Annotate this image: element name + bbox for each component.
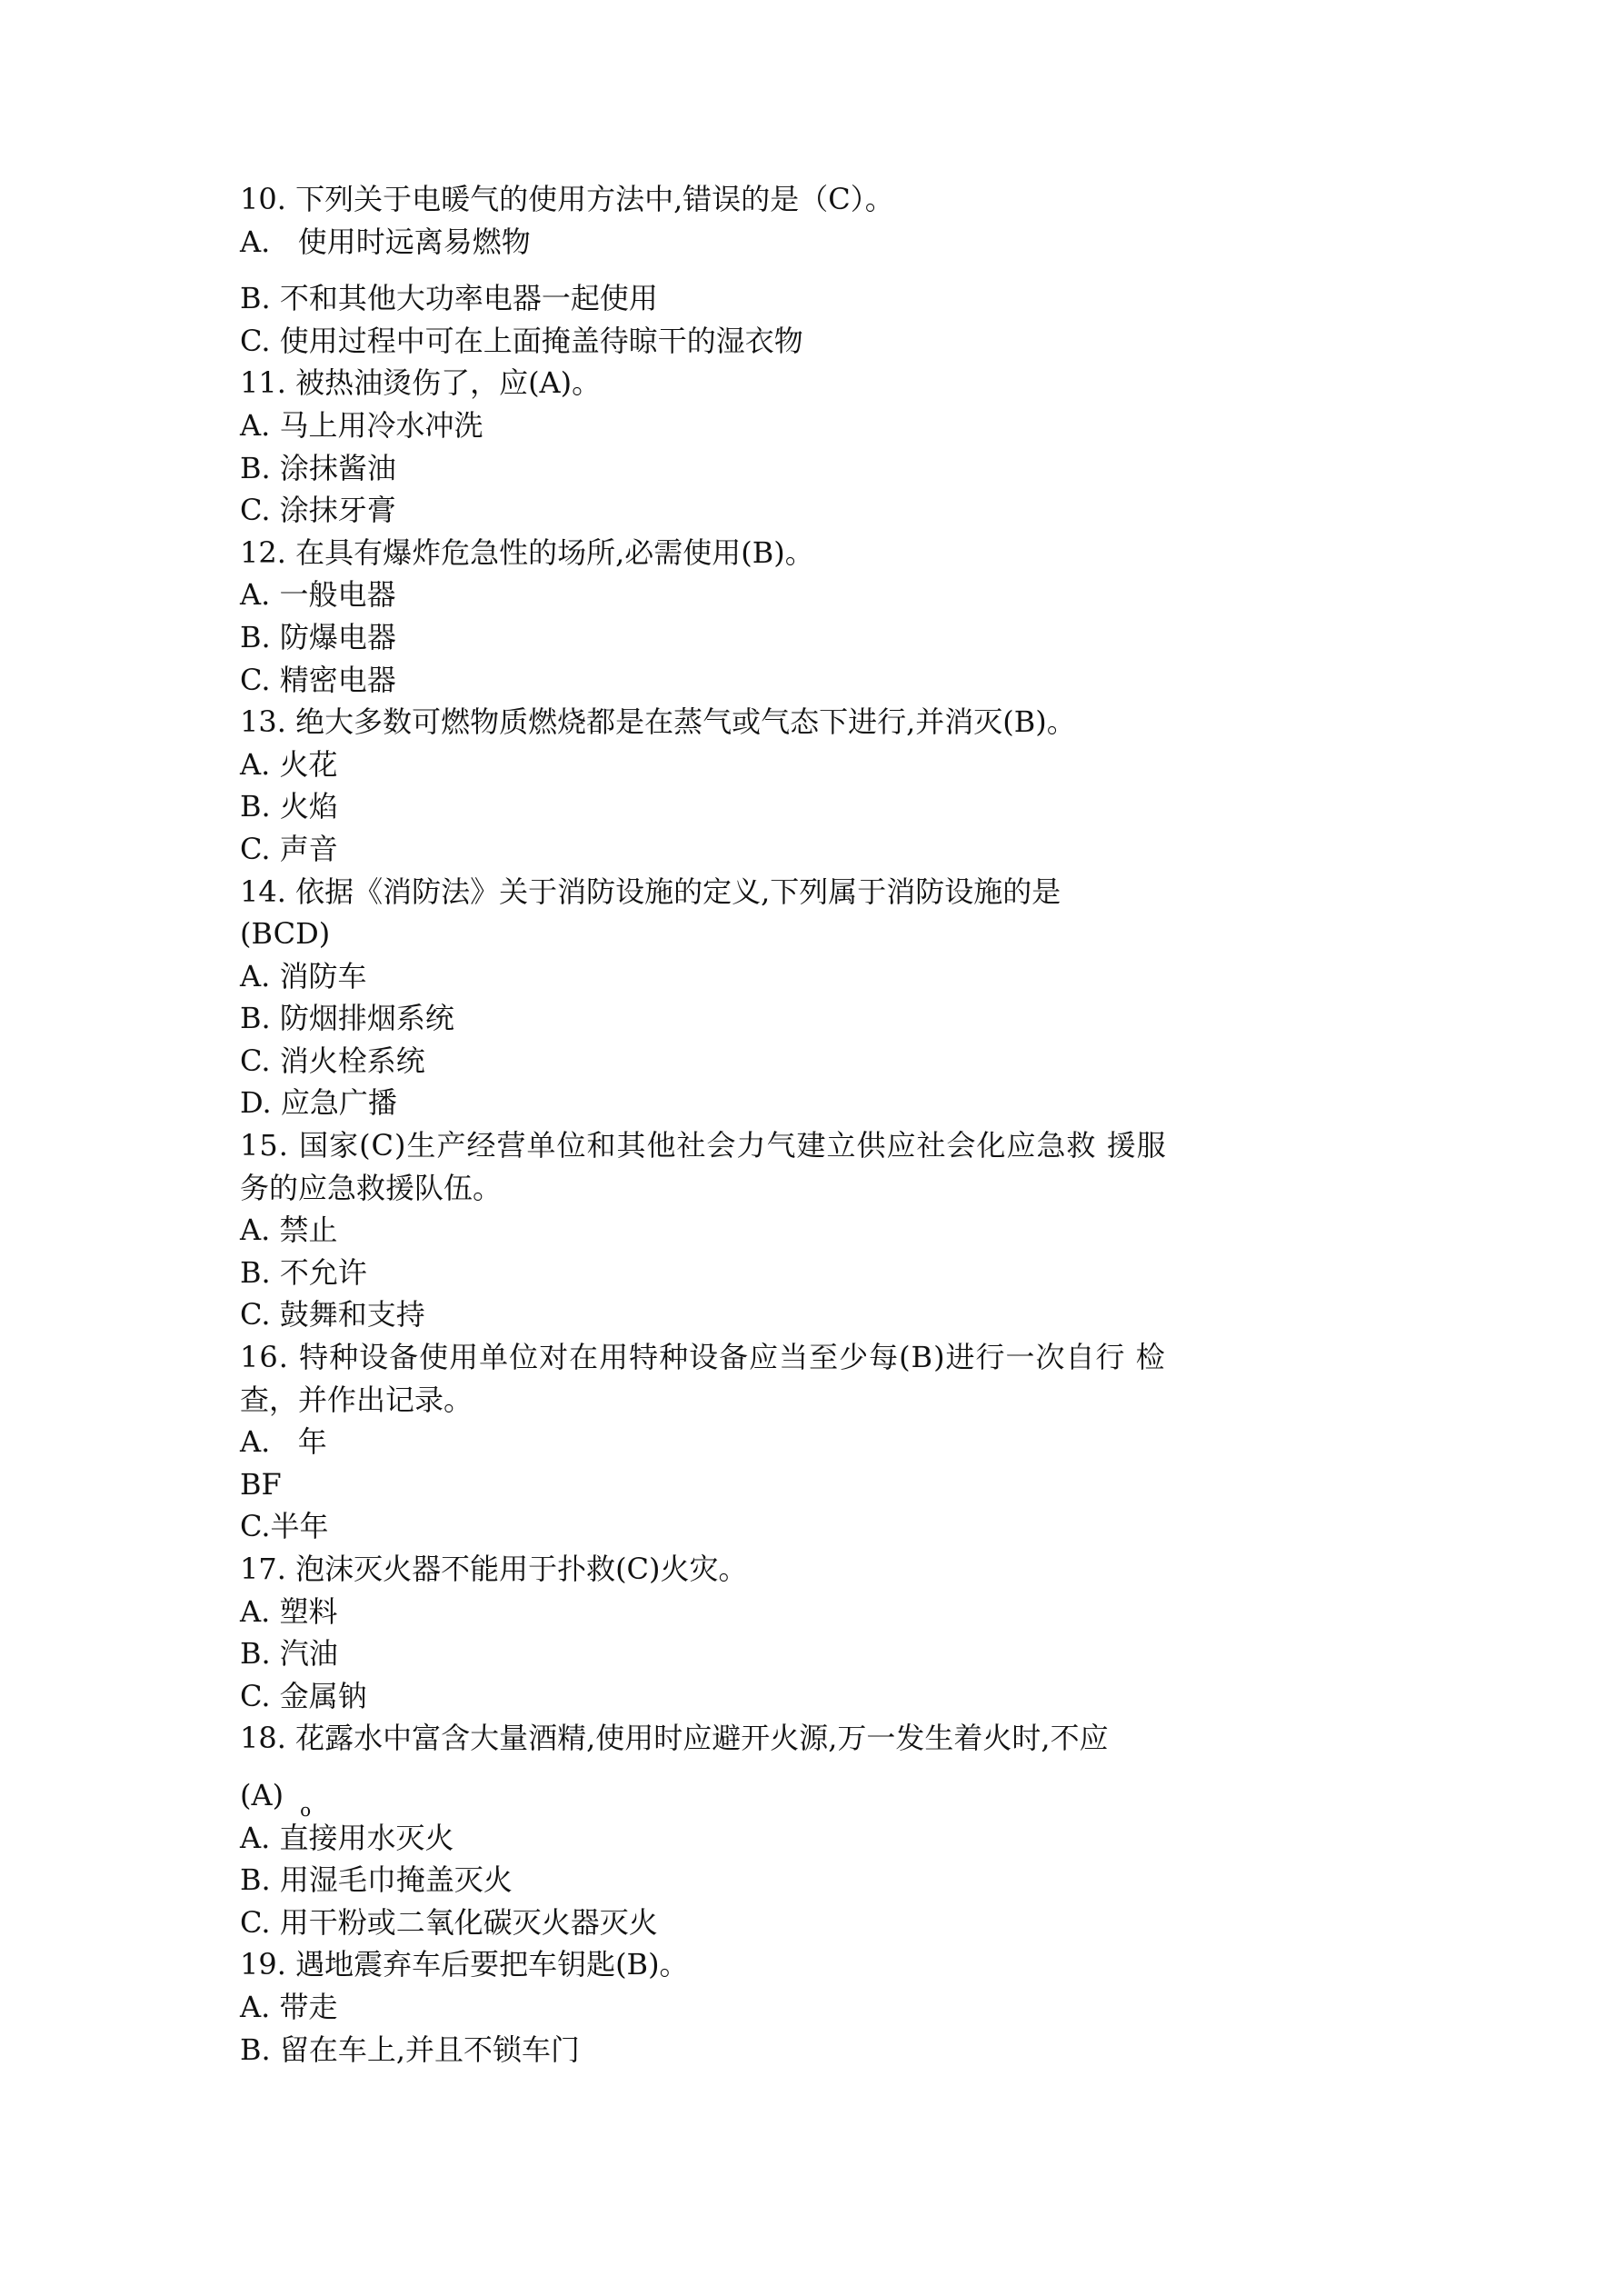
option-13-a: A. 火花 [240, 746, 338, 782]
option-12-a: A. 一般电器 [240, 577, 396, 613]
option-18-a: A. 直接用水灭火 [240, 1820, 454, 1855]
question-19: 19. 遇地震弃车后要把车钥匙(B)。 [240, 1947, 689, 1982]
question-10: 10. 下列关于电暖气的使用方法中,错误的是（C）。 [240, 182, 894, 216]
option-10-b: B. 不和其他大功率电器一起使用 [240, 281, 658, 316]
question-18-answer [240, 1774, 1267, 1821]
option-11-a: A. 马上用冷水冲洗 [240, 407, 483, 443]
option-16-a: A. 年 [240, 1424, 327, 1460]
option-10-a: A. 使用时远离易燃物 [240, 224, 531, 259]
option-19-a: A. 带走 [240, 1989, 338, 2024]
question-17: 17. 泡沫灭火器不能用于扑救(C)火灾。 [240, 1552, 748, 1586]
option-19-b: B. 留在车上,并且不锁车门 [240, 2031, 581, 2067]
question-16-cont: 查，并作出记录。 [240, 1382, 473, 1417]
question-list [240, 178, 1267, 2071]
question-13: 13. 绝大多数可燃物质燃烧都是在蒸气或气态下进行,并消灭(B)。 [240, 704, 1076, 740]
option-12-c: C. 精密电器 [240, 662, 396, 697]
option-16-b: BF [240, 1466, 282, 1502]
question-14: 14. 依据《消防法》关于消防设施的定义,下列属于消防设施的是 [240, 873, 1061, 909]
option-11-b: B. 涂抹酱油 [240, 450, 396, 485]
option-14-a: A. 消防车 [240, 958, 367, 993]
option-16-c: C.半年 [240, 1509, 329, 1544]
question-11: 11. 被热油烫伤了，应(A)。 [240, 365, 602, 401]
question-16: 16. 特种设备使用单位对在用特种设备应当至少每(B)进行一次自行 检 [240, 1340, 1166, 1375]
answer-text: (A) [240, 1777, 284, 1812]
option-13-b: B. 火焰 [240, 789, 338, 824]
option-13-c: C. 声音 [240, 831, 338, 866]
question-15: 15. 国家(C)生产经营单位和其他社会力气建立供应社会化应急救 援服 [240, 1128, 1167, 1163]
option-14-c: C. 消火栓系统 [240, 1043, 425, 1078]
option-12-b: B. 防爆电器 [240, 619, 396, 654]
question-15-cont: 务的应急救援队伍。 [240, 1170, 503, 1205]
option-17-a: A. 塑料 [240, 1593, 338, 1629]
option-14-b: B. 防烟排烟系统 [240, 1001, 454, 1036]
option-14-d: D. 应急广播 [240, 1085, 397, 1121]
option-15-c: C. 鼓舞和支持 [240, 1297, 425, 1333]
question-12: 12. 在具有爆炸危急性的场所,必需使用(B)。 [240, 534, 814, 570]
option-18-c: C. 用干粉或二氧化碳灭火器灭火 [240, 1904, 658, 1940]
question-18: 18. 花露水中富含大量酒精,使用时应避开火源,万一发生着火时,不应 [240, 1721, 1109, 1756]
option-11-c: C. 涂抹牙膏 [240, 493, 396, 528]
option-10-c: C. 使用过程中可在上面掩盖待晾干的湿衣物 [240, 323, 803, 358]
option-15-a: A. 禁止 [240, 1213, 338, 1248]
option-17-c: C. 金属钠 [240, 1678, 367, 1713]
question-14-answer: (BCD) [240, 916, 331, 952]
option-17-b: B. 汽油 [240, 1636, 338, 1672]
option-15-b: B. 不允许 [240, 1254, 367, 1290]
option-18-b: B. 用湿毛巾掩盖灭火 [240, 1862, 513, 1898]
stray-mark: o [300, 1798, 312, 1821]
